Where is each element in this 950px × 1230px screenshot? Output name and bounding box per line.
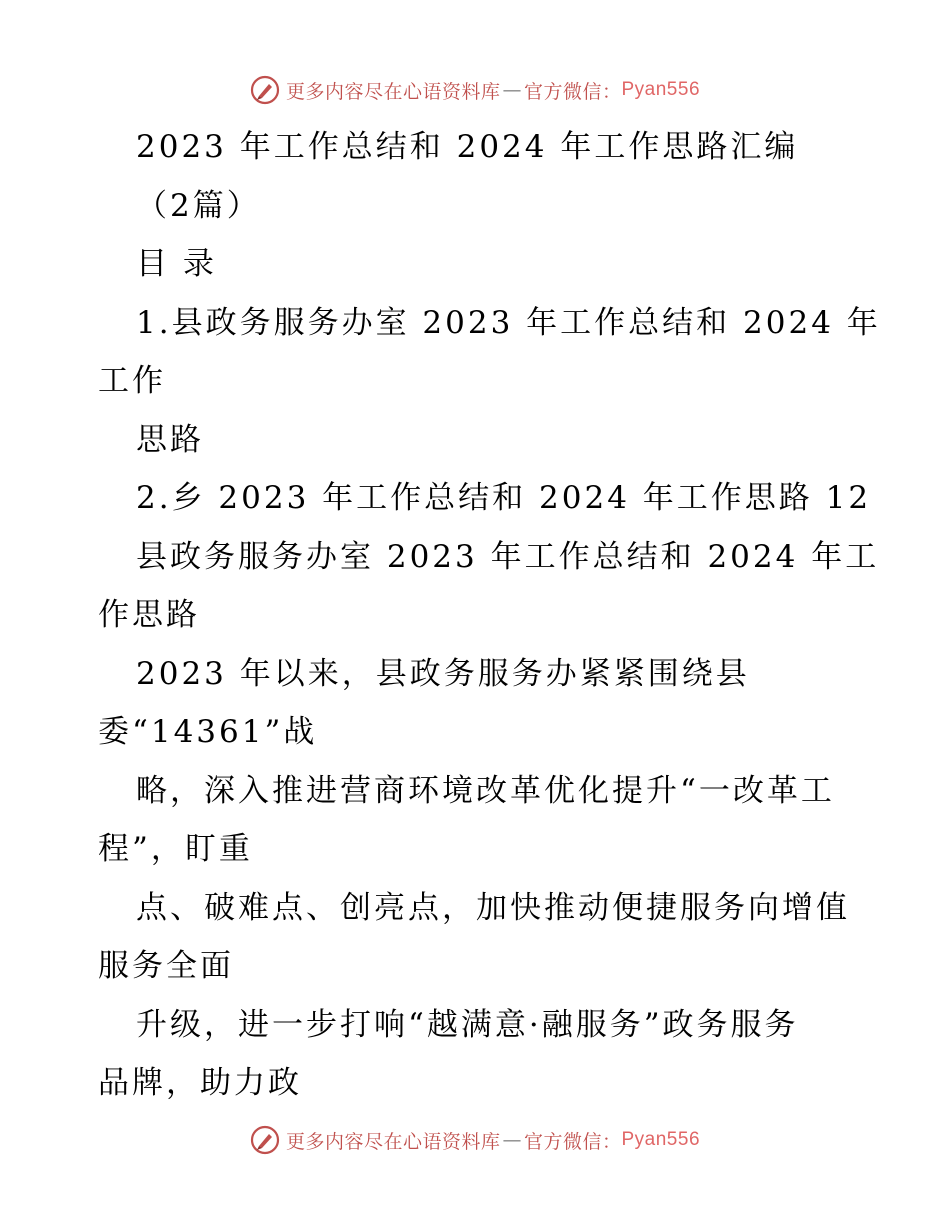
watermark-header (0, 75, 950, 105)
pen-logo-icon (250, 1125, 280, 1155)
watermark-dash: — (502, 79, 522, 101)
toc-heading: 目 录 (136, 246, 217, 282)
paragraph-line: 升级，进一步打响“越满意·融服务”政务服务 (136, 1006, 799, 1043)
watermark-label: 官方微信： (523, 1130, 622, 1153)
section-heading-cont: 作思路 (98, 597, 200, 633)
toc-item-1-cont: 工作 (98, 363, 166, 399)
watermark-wechat-id: Pyan556 (621, 79, 701, 100)
paragraph-line: 委“14361”战 (98, 714, 318, 750)
pen-logo-icon (250, 75, 280, 105)
watermark-wechat-id: Pyan556 (621, 1129, 701, 1150)
doc-title: 2023 年工作总结和 2024 年工作思路汇编 (136, 129, 799, 165)
document-body (98, 118, 881, 1113)
paragraph-line: 点、破难点、创亮点，加快推动便捷服务向增值 (136, 889, 850, 926)
paragraph-line: 程”，盯重 (98, 831, 253, 867)
watermark-text: 更多内容尽在心语资料库 (285, 1130, 501, 1153)
watermark-footer (0, 1125, 950, 1155)
paragraph-line: 服务全面 (98, 948, 234, 984)
watermark-label: 官方微信： (523, 80, 622, 103)
section-heading: 县政务服务办室 2023 年工作总结和 2024 年工 (136, 538, 880, 575)
doc-subtitle: （2篇） (136, 187, 261, 224)
toc-item-2: 2.乡 2023 年工作总结和 2024 年工作思路 12 (136, 480, 872, 516)
watermark-dash: — (502, 1129, 522, 1151)
watermark-text: 更多内容尽在心语资料库 (285, 80, 501, 103)
toc-item-1-cont2: 思路 (136, 421, 204, 458)
paragraph-line: 品牌，助力政 (98, 1065, 302, 1101)
paragraph-line: 2023 年以来，县政务服务办紧紧围绕县 (136, 655, 750, 692)
toc-item-1: 1.县政务服务办室 2023 年工作总结和 2024 年 (136, 304, 881, 341)
paragraph-line: 略，深入推进营商环境改革优化提升“一改革工 (136, 772, 835, 809)
